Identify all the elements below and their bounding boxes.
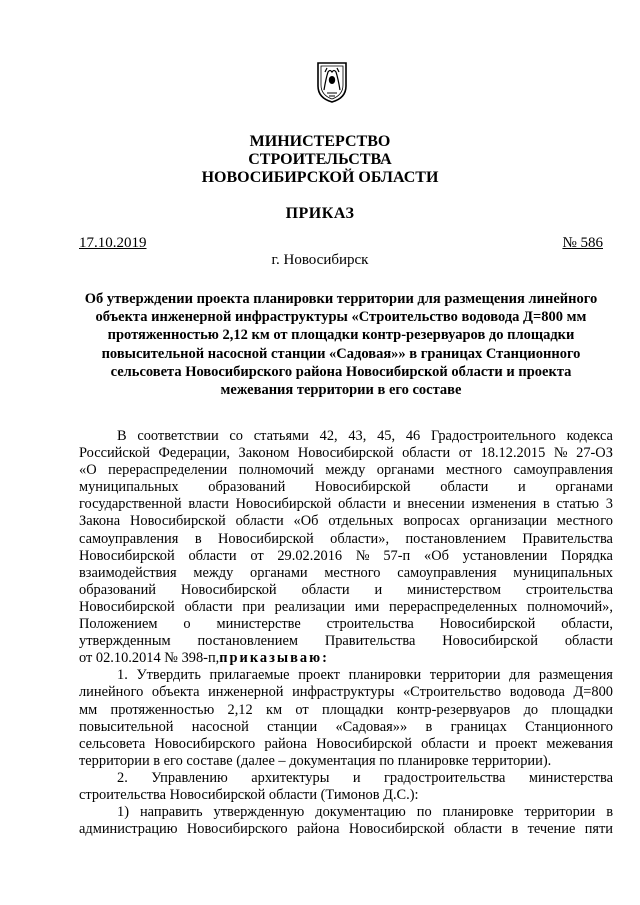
order-body bbox=[79, 428, 613, 838]
body-word: власти bbox=[188, 496, 229, 513]
body-word: «Об bbox=[293, 513, 319, 530]
body-word: органами bbox=[376, 462, 435, 479]
body-word: архитектуры bbox=[251, 769, 330, 786]
body-word: Новосибирской bbox=[218, 530, 314, 547]
body-word: площадки bbox=[321, 701, 384, 718]
body-word: реализации bbox=[274, 598, 346, 615]
body-word: протяженностью bbox=[110, 701, 215, 718]
body-word: инженерной bbox=[208, 684, 284, 701]
body-word: для bbox=[509, 667, 531, 684]
body-word: направить bbox=[139, 804, 203, 821]
body-word: от bbox=[458, 445, 473, 462]
body-word: Федерации, bbox=[158, 445, 231, 462]
body-word: и bbox=[352, 769, 361, 786]
body-word: соответствии bbox=[137, 428, 219, 444]
body-word: муниципальных bbox=[79, 479, 179, 496]
body-word: контр-резервуаров bbox=[396, 701, 511, 718]
body-line bbox=[79, 650, 613, 667]
body-line bbox=[79, 582, 613, 599]
order-city: г. Новосибирск bbox=[271, 252, 369, 268]
body-word: области bbox=[235, 513, 284, 530]
body-word: градостроительства bbox=[383, 769, 506, 786]
body-word: документацию bbox=[315, 804, 406, 821]
body-word: Утвердить bbox=[136, 667, 201, 684]
body-word: площадки bbox=[551, 701, 613, 718]
body-word: 46 bbox=[405, 428, 421, 444]
subject-line: протяженностью 2,12 км от площадки контр-резервуаров до площадки bbox=[107, 327, 575, 344]
body-word: «Об bbox=[424, 547, 449, 564]
body-word: км bbox=[265, 701, 283, 718]
order-subject bbox=[70, 290, 612, 399]
body-word: мм bbox=[79, 701, 98, 718]
body-word: Закона bbox=[79, 513, 121, 530]
body-word: администрацию bbox=[79, 821, 178, 838]
body-line bbox=[79, 770, 613, 787]
body-word: 42, bbox=[319, 428, 338, 444]
body-word: области, bbox=[561, 616, 613, 633]
body-word: постановлением bbox=[405, 530, 506, 547]
body-word: строительства bbox=[525, 581, 613, 598]
body-line bbox=[79, 804, 613, 821]
body-line bbox=[79, 821, 613, 838]
subject-line: объекта инженерной инфраструктуры «Строительство водовода Д=800 мм bbox=[95, 309, 587, 326]
body-word: Новосибирского bbox=[154, 735, 256, 752]
body-word: водовода bbox=[509, 684, 565, 701]
body-word: планировке bbox=[442, 804, 514, 821]
body-word: самоуправления bbox=[513, 462, 613, 479]
body-word: вопросах bbox=[403, 513, 460, 530]
body-word: 1. bbox=[117, 667, 128, 684]
body-word: до bbox=[523, 701, 539, 718]
body-word: самоуправления bbox=[397, 564, 497, 581]
body-word: перераспределении bbox=[108, 462, 228, 479]
body-word: «Строительство bbox=[402, 684, 502, 701]
body-word: строительства bbox=[326, 616, 414, 633]
body-word: между bbox=[325, 462, 366, 479]
body-word: от bbox=[250, 547, 264, 564]
body-word: области bbox=[453, 821, 503, 838]
body-line bbox=[79, 479, 613, 496]
body-word: и bbox=[518, 479, 526, 496]
body-word: Новосибирской bbox=[297, 445, 394, 462]
body-line bbox=[79, 736, 613, 753]
body-line bbox=[79, 599, 613, 616]
body-word: постановлением bbox=[197, 633, 298, 650]
body-word: сельсовета bbox=[79, 735, 146, 752]
body-word: территории bbox=[524, 804, 596, 821]
ministry-line: МИНИСТЕРСТВО bbox=[249, 133, 391, 150]
body-line bbox=[79, 496, 613, 513]
body-word: государственной bbox=[79, 496, 182, 513]
body-word: В bbox=[117, 428, 127, 444]
body-text-segment: от 02.10.2014 № 398-п, bbox=[79, 650, 220, 667]
body-word: области bbox=[184, 598, 233, 615]
order-keyword: приказываю: bbox=[219, 650, 329, 667]
body-word: министерством bbox=[407, 581, 502, 598]
body-word: области bbox=[421, 735, 470, 752]
body-word: 1) bbox=[117, 804, 129, 821]
body-word: Новосибирской bbox=[316, 735, 412, 752]
body-line bbox=[79, 753, 613, 770]
body-word: района bbox=[296, 821, 340, 838]
body-word: образований bbox=[79, 581, 156, 598]
body-line bbox=[79, 633, 613, 650]
body-word: Положением bbox=[79, 616, 158, 633]
body-word: области bbox=[402, 445, 451, 462]
body-word: организации bbox=[469, 513, 547, 530]
body-word: Новосибирской bbox=[314, 479, 411, 496]
body-word: Новосибирской bbox=[348, 821, 445, 838]
body-word: полномочий», bbox=[527, 598, 613, 615]
body-word: Новосибирской bbox=[180, 581, 277, 598]
body-word: 57-п bbox=[383, 547, 411, 564]
body-word: района bbox=[264, 735, 307, 752]
body-line bbox=[79, 684, 613, 701]
body-word: Новосибирской bbox=[442, 633, 538, 650]
body-word: проект bbox=[298, 667, 340, 684]
body-word: планировки bbox=[348, 667, 422, 684]
order-number: № 586 bbox=[562, 235, 603, 251]
body-line bbox=[79, 531, 613, 548]
body-line bbox=[79, 548, 613, 565]
body-word: объекта bbox=[151, 684, 200, 701]
body-word: размещения bbox=[538, 667, 613, 684]
body-word: кодекса bbox=[566, 428, 613, 444]
body-word: и bbox=[374, 581, 383, 598]
body-word: от bbox=[295, 701, 309, 718]
body-word: пяти bbox=[584, 821, 613, 838]
body-word: Порядка bbox=[561, 547, 613, 564]
body-line bbox=[79, 428, 613, 445]
body-word: местного bbox=[445, 462, 503, 479]
body-word: Новосибирской bbox=[79, 547, 175, 564]
body-word: проект bbox=[495, 735, 538, 752]
body-word: в bbox=[425, 718, 433, 735]
body-word: 27-ОЗ bbox=[576, 445, 613, 462]
body-word: течение bbox=[527, 821, 576, 838]
body-word: муниципальных bbox=[513, 564, 613, 581]
body-word: Д=800 bbox=[573, 684, 613, 701]
body-word: станции bbox=[267, 718, 318, 735]
body-word: статью bbox=[556, 496, 600, 513]
body-word: в bbox=[511, 821, 519, 838]
body-word: ими bbox=[354, 598, 380, 615]
body-word: 43, bbox=[348, 428, 367, 444]
body-word: Российской bbox=[79, 445, 150, 462]
body-text-segment: территории в его составе (далее – документация по планировке территории). bbox=[79, 752, 552, 769]
body-word: Градостроительного bbox=[430, 428, 556, 444]
body-word: «О bbox=[79, 462, 97, 479]
body-word: 2. bbox=[117, 769, 128, 786]
body-word: со bbox=[229, 428, 243, 444]
subject-line: сельсовета Новосибирского района Новосибирской области и проекта bbox=[110, 363, 572, 380]
body-word: органами bbox=[250, 564, 308, 581]
body-word: области bbox=[301, 581, 350, 598]
body-word: министерства bbox=[528, 769, 613, 786]
body-word: «Садовая»» bbox=[335, 718, 408, 735]
body-word: о bbox=[183, 616, 191, 633]
body-word: инфраструктуры bbox=[292, 684, 395, 701]
body-word: местного bbox=[324, 564, 381, 581]
body-word: области bbox=[440, 479, 489, 496]
body-word: внесении bbox=[407, 496, 465, 513]
body-word: полномочий bbox=[238, 462, 314, 479]
body-word: Новосибирской bbox=[79, 598, 175, 615]
document-type: ПРИКАЗ bbox=[285, 205, 355, 222]
body-line bbox=[79, 445, 613, 462]
body-word: 45, bbox=[377, 428, 396, 444]
ministry-line: НОВОСИБИРСКОЙ ОБЛАСТИ bbox=[201, 169, 439, 186]
body-word: министерстве bbox=[216, 616, 301, 633]
body-line bbox=[79, 787, 613, 804]
body-word: установлении bbox=[462, 547, 548, 564]
body-word: прилагаемые bbox=[209, 667, 290, 684]
body-word: взаимодействия bbox=[79, 564, 177, 581]
body-word: в bbox=[606, 804, 613, 821]
body-word: территории bbox=[429, 667, 501, 684]
body-word: области bbox=[338, 496, 387, 513]
body-line bbox=[79, 565, 613, 582]
body-word: органами bbox=[555, 479, 613, 496]
body-word: между bbox=[193, 564, 234, 581]
body-word: № bbox=[355, 547, 370, 564]
body-word: Законом bbox=[238, 445, 290, 462]
body-line bbox=[79, 719, 613, 736]
body-word: самоуправления bbox=[79, 530, 179, 547]
body-word: Правительства bbox=[324, 633, 416, 650]
ministry-line: СТРОИТЕЛЬСТВА bbox=[248, 151, 392, 168]
body-word: Станционного bbox=[525, 718, 613, 735]
body-word: № bbox=[553, 445, 568, 462]
body-word: в bbox=[542, 496, 550, 513]
body-word: Новосибирского bbox=[186, 821, 288, 838]
body-word: статьями bbox=[253, 428, 309, 444]
body-word: при bbox=[242, 598, 265, 615]
body-word: перераспределенных bbox=[389, 598, 518, 615]
body-line bbox=[79, 616, 613, 633]
body-word: утвержденную bbox=[213, 804, 305, 821]
body-word: линейного bbox=[79, 684, 144, 701]
body-word: насосной bbox=[191, 718, 249, 735]
body-word: местного bbox=[556, 513, 613, 530]
body-word: области bbox=[564, 633, 613, 650]
body-word: Новосибирской bbox=[235, 496, 332, 513]
body-line bbox=[79, 667, 613, 684]
body-word: повысительной bbox=[79, 718, 174, 735]
body-word: по bbox=[416, 804, 432, 821]
body-word: отдельных bbox=[328, 513, 394, 530]
body-text-segment: строительства Новосибирской области (Тимонов Д.С.): bbox=[79, 786, 419, 803]
body-word: межевания bbox=[546, 735, 613, 752]
body-word: в bbox=[194, 530, 202, 547]
body-word: Правительства bbox=[522, 530, 613, 547]
body-word: 3 bbox=[605, 496, 613, 513]
body-word: Управлению bbox=[151, 769, 228, 786]
body-word: и bbox=[478, 735, 487, 752]
body-word: изменения bbox=[471, 496, 537, 513]
body-line bbox=[79, 702, 613, 719]
body-word: 2,12 bbox=[227, 701, 253, 718]
body-word: 29.02.2016 bbox=[277, 547, 343, 564]
body-word: Новосибирской bbox=[130, 513, 226, 530]
coat-of-arms-icon bbox=[315, 60, 349, 103]
body-word: области bbox=[188, 547, 237, 564]
body-word: и bbox=[392, 496, 401, 513]
subject-line: межевания территории в его составе bbox=[220, 382, 462, 399]
body-word: образований bbox=[208, 479, 286, 496]
body-line bbox=[79, 513, 613, 530]
order-date: 17.10.2019 bbox=[79, 235, 147, 251]
subject-line: повысительной насосной станции «Садовая»» в границах Станционного bbox=[101, 345, 581, 362]
body-word: 18.12.2015 bbox=[480, 445, 546, 462]
subject-line: Об утверждении проекта планировки территории для размещения линейного bbox=[84, 291, 598, 307]
ministry-name bbox=[0, 133, 640, 187]
body-word: Новосибирской bbox=[439, 616, 536, 633]
body-word: области», bbox=[330, 530, 390, 547]
body-word: утвержденным bbox=[79, 633, 171, 650]
body-line bbox=[79, 462, 613, 479]
body-word: границах bbox=[450, 718, 507, 735]
